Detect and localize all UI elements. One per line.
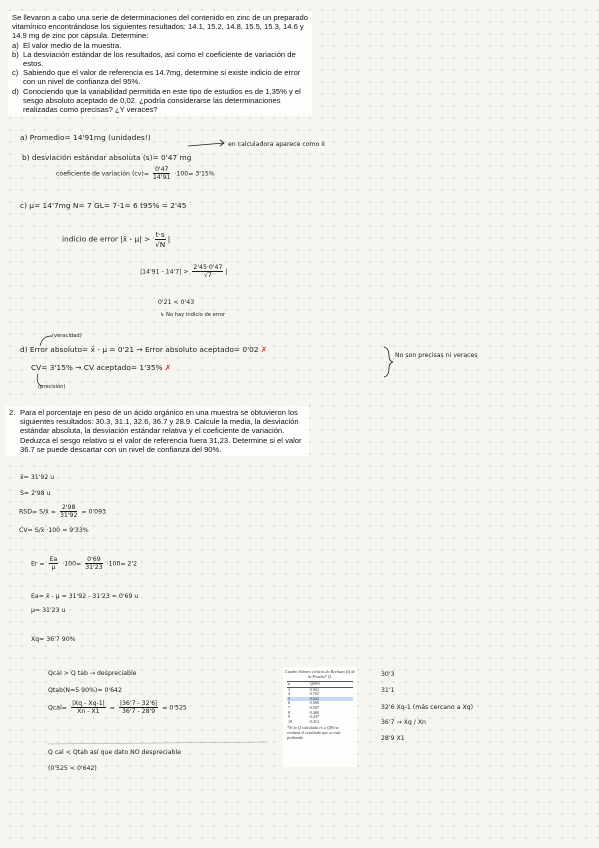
hw2-q-rule: Qcal > Q tab → despreciable	[48, 670, 137, 677]
hw2-sorted-3: 32'6 Xq-1 (más cercano a Xq)	[381, 704, 474, 711]
precision-pointer	[37, 374, 42, 386]
hw2-mu: μ= 31'23 u	[31, 607, 66, 614]
table-row: 10 0.412	[288, 718, 320, 724]
wrong-mark: ✗	[164, 363, 172, 372]
problem-1-item-a: a) El valor medio de la muestra.	[12, 40, 122, 50]
q-table-col-n: n	[287, 682, 309, 688]
hw2-final-compare: (0'525 < 0'642)	[48, 765, 97, 772]
problem-2-number: 2.	[9, 408, 16, 417]
table-row: 4 0.765	[288, 691, 320, 697]
q-table-col-q: Q90%	[309, 682, 353, 688]
wrong-mark: ✗	[260, 345, 268, 354]
q-table-footnote: *Si la Q calculada es ≥ Q90 se rechaza el resultado que se está probando	[287, 725, 341, 740]
problem-1-item-b: b) La desviación estándar de los resultados, así como el coeficiente de variación de estos.	[12, 49, 296, 69]
hw2-qcal: Qcal= $\frac{|Xq - Xq-1|}{Xn - X1}$ = $\frac{|36'7 - 32'6|}{36'7 - 28'9}$ = 0'525	[48, 700, 187, 715]
hw2-final: Q cal < Qtab así que dato NO despreciable	[48, 749, 182, 756]
hw-a-note: en calculadora aparece como x̄	[228, 141, 325, 148]
hw-d-precision: (precisión)	[38, 384, 66, 390]
hw2-rsd: RSD= S/x̄ = $\frac{2'98}{31'92}$ = 0'093	[19, 504, 106, 519]
hw-d-veracidad: (veracidad)	[52, 333, 82, 339]
hw-b-cv: coeficiente de variación (cv)= $\frac{0'47}{14'91}$ ·100= 3'15%	[56, 166, 215, 181]
problem-1-item-c: c) Sabiendo que el valor de referencia es 14.7mg, determine si existe indicio de error con un nivel de confianza del 95%.	[12, 68, 301, 87]
hw-c-substitution: |14'91 - 14'7| > $\frac{2'45\cdot 0'47}{√7}$ |	[140, 264, 228, 279]
hw2-mean: x̄= 31'92 u	[20, 474, 55, 481]
verdict-brace	[384, 347, 393, 377]
table-row: 3 0.941	[288, 686, 320, 692]
hw-c-indicio: indicio de error |x̄ - μ| > $\frac{t\cdot s}{√N}$ |	[62, 230, 171, 249]
hw2-xq: Xq= 36'7 90%	[31, 636, 76, 643]
table-row: 6 0.560	[288, 700, 320, 706]
hw2-std: S= 2'98 u	[20, 490, 51, 497]
table-row: 8 0.468	[288, 709, 320, 715]
hw-c-compare: 0'21 < 0'43	[158, 299, 195, 306]
hw-c-conclusion: ↳ No hay indicio de error	[160, 312, 226, 318]
hw2-cv: CV= S/x̄ ·100 = 9'33%	[19, 527, 89, 534]
table-row: 7 0.507	[288, 704, 320, 710]
hw2-absolute-error: Ea= x̄ - μ = 31'92 - 31'23 = 0'69 u	[31, 593, 139, 600]
hw2-sorted-1: 30'3	[381, 671, 395, 678]
problem-2-text: Para el porcentaje en peso de un ácido orgánico en una muestra se obtuvieron los siguientes resultados: 30.3, 31.1, 32.6, 36.7 y 28.9. Calcule la media, la desviación estándar absoluta, la desviación estándar relativa y el coeficiente de variación. Deduzca el sesgo relativo si el valor de referencia fuera 31,23. Determine si el valor 36.7 se puede descartar con un nivel de confianza del 90%.	[20, 408, 302, 454]
hw-d-error: d) Error absoluto= x̄ - μ = 0'21 → Error absoluto aceptado= 0'02 ✗	[20, 345, 268, 354]
hw-d-verdict: No son precisas ni veraces	[395, 352, 478, 359]
arrow-to-note	[188, 143, 224, 146]
hw-d-cv: CV= 3'15% → CV aceptado= 1'35% ✗	[31, 363, 172, 372]
table-row: 9 0.437	[288, 714, 320, 720]
hw2-sorted-5: 28'9 X1	[381, 735, 405, 742]
hw2-qtab: Qtab(N=5 90%)= 0'642	[48, 687, 122, 694]
table-row-highlighted: 5 0.642	[287, 697, 353, 702]
hw2-relative-error: Er = $\frac{Ea}{\mu}$ ·100= $\frac{0'69}{31'23}$ ·100= 2'2	[31, 556, 138, 571]
hw2-sorted-2: 31'1	[381, 687, 395, 694]
veracidad-pointer	[40, 336, 52, 346]
problem-1-intro: Se llevaron a cabo una serie de determinaciones del contenido en zinc de un preparado vitamínico encontrándose los siguientes resultados: 14.1, 15.2, 14.8, 15.5, 15.3, 14.6 y 14.9 mg de zinc por cápsula. Determine:	[12, 13, 308, 41]
hw-a-mean: a) Promedio= 14'91mg (unidades!)	[20, 133, 151, 142]
hw-b-std: b) desviación estándar absoluta (s)= 0'47 mg	[22, 153, 192, 162]
hw-c-params: c) μ= 14'7mg N= 7 GL= 7-1= 6 t95% = 2'45	[20, 201, 187, 210]
problem-1-item-d: d) Conociendo que la variabilidad permitida en este tipo de estudios es de 1,35% y el sesgo absoluto aceptado de 0,02. ¿podría considerarse las determinaciones realizadas como precisas? ¿Y veraces?	[12, 86, 301, 115]
q-rule-underline	[48, 742, 268, 744]
hw2-sorted-4: 36'7 → Xq / Xn	[381, 719, 426, 726]
q-table-caption: Cuadro Valores críticos de Rechazo (Q de la Prueba* Q.	[284, 669, 356, 679]
